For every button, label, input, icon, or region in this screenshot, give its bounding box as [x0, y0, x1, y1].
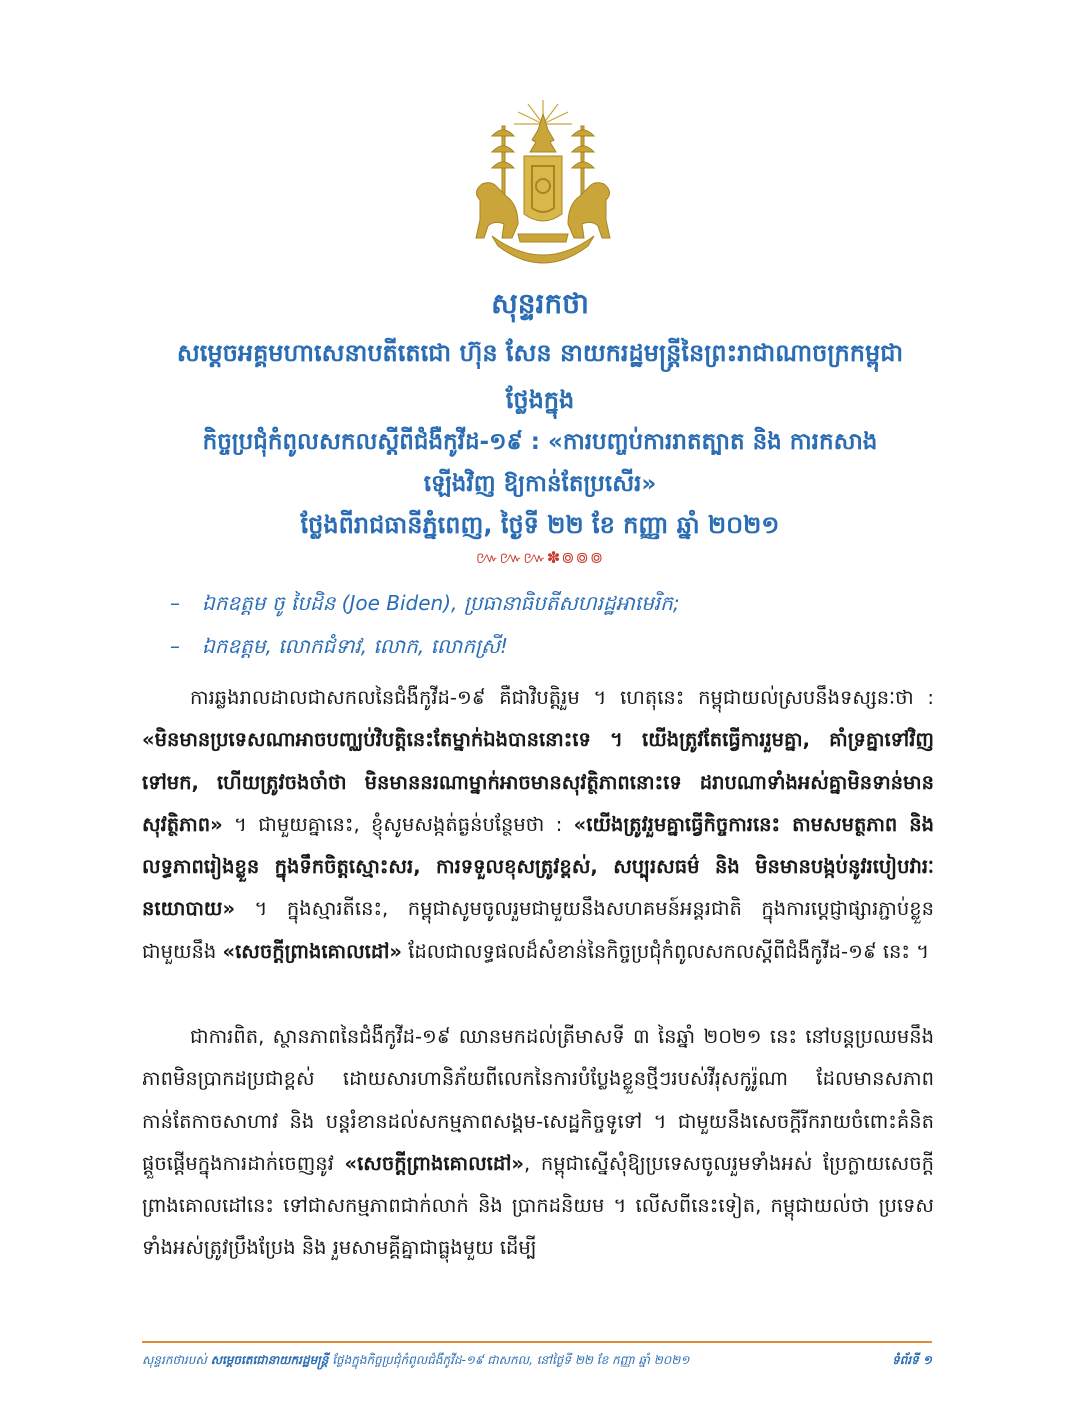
quote-text: «សេចក្ដីព្រាងគោលដៅ»: [344, 1151, 525, 1175]
event-title-line-2: ឡើងវិញ ឱ្យកាន់តែប្រសើរ»: [423, 471, 657, 497]
speaker-line: សម្ដេចអគ្គមហាសេនាបតីតេជោ ហ៊ុន សែន នាយករដ្ឋមន្ត្រីនៃព្រះរាជាណាចក្រកម្ពុជា: [176, 339, 904, 367]
salutation-text: ឯកឧត្តម ចូ បៃដិន (Joe Biden), ប្រធានាធិបតីសហរដ្ឋអាមេរិក;: [202, 591, 680, 615]
paragraph-text: , កម្ពុជាស្នើសុំឱ្យប្រទេសចូលរួមទាំងអស់ ប្រែក្លាយសេចក្ដីព្រាងគោលដៅនេះ ទៅជាសកម្មភាពជាក់លាក់ និង ប្រាកដនិយម ។ លើសពីនេះទៀត, កម្ពុជាយល់ថា ប្រទេសទាំងអស់ត្រូវប្រឹងប្រែង និង រួមសាមគ្គីគ្នាជាធ្លុងមួយ ដើម្បី: [142, 1151, 934, 1260]
body-paragraph-2: [142, 1016, 934, 1270]
salutation-text: ឯកឧត្តម, លោកជំទាវ, លោក, លោកស្រី!: [202, 634, 509, 658]
royal-arms-emblem-icon: [462, 96, 624, 274]
paragraph-text: ដែលជាលទ្ធផលដ៏សំខាន់នៃកិច្ចប្រជុំកំពូលសកលស្ដីពីជំងឺកូវីដ-១៩ នេះ ។: [402, 939, 930, 963]
date-line: ថ្លែងពីរាជធានីភ្នំពេញ, ថ្ងៃទី ២២ ខែ កញ្ញា ឆ្នាំ ២០២១: [300, 511, 780, 539]
footer-description: ថ្លែងក្នុងកិច្ចប្រជុំកំពូលជំងឺកូវីដ-១៩ ជាសកល, នៅថ្ងៃទី ២២ ខែ កញ្ញា ឆ្នាំ ២០២១: [328, 1353, 690, 1367]
event-title-line-1: កិច្ចប្រជុំកំពូលសកលស្ដីពីជំងឺកូវីដ-១៩ : «ការបញ្ចប់ការរាតត្បាត និង ការកសាង: [202, 429, 878, 455]
page-footer: [142, 1352, 932, 1374]
delivered-at-line: ថ្លែងក្នុង: [505, 386, 575, 414]
quote-text: «មិនមានប្រទេសណាអាចបញ្ឈប់វិបត្តិនេះតែម្នាក់ឯងបាននោះទេ ។ យើងត្រូវតែធ្វើការរួមគ្នា, គាំទ្រគ្នាទៅវិញទៅមក, ហើយត្រូវចងចាំថា មិនមាននរណាម្នាក់អាចមានសុវត្ថិភាពនោះទេ ដរាបណាទាំងអស់គ្នាមិនទាន់មានសុវត្ថិភាព»: [142, 728, 934, 836]
paragraph-text: ។ ជាមួយគ្នានេះ, ខ្ញុំសូមសង្កត់ធ្ងន់បន្ថែមថា :: [222, 812, 574, 836]
speech-title: សុន្ទរកថា: [491, 287, 589, 320]
body-paragraph-1: [142, 677, 934, 973]
paragraph-text: ជាការពិត, ស្ថានភាពនៃជំងឺកូវីដ-១៩ ឈានមកដល់ត្រីមាសទី ៣ នៃឆ្នាំ ២០២១ នេះ នៅបន្តប្រឈមនឹងភាពមិនប្រាកដប្រជាខ្ពស់ ដោយសារហានិភ័យពីលេកនៃការបំប្លែងខ្លួនថ្មីៗរបស់វីរុសកូរ៉ូណា ដែលមានសភាពកាន់តែកាចសាហាវ និង បន្តរំខានដល់សកម្មភាពសង្គម-សេដ្ឋកិច្ចទូទៅ ។ ជាមួយនឹងសេចក្ដីរីករាយចំពោះគំនិតផ្ដួចផ្ដើមក្នុងការដាក់ចេញនូវ: [142, 1025, 934, 1175]
paragraph-text: ។ ក្នុងស្មារតីនេះ, កម្ពុជាសូមចូលរួមជាមួយនឹងសហគមន៍អន្តរជាតិ ក្នុងការប្ដេជ្ញាផ្សារភ្ជាប់ខ្លួនជាមួយនឹង: [142, 897, 934, 963]
salutation-dash: –: [170, 591, 180, 615]
footer-prefix: សុន្ទរកថារបស់: [142, 1353, 211, 1367]
salutation-dash: –: [170, 634, 180, 658]
quote-text: «យើងត្រូវរួមគ្នាធ្វើកិច្ចការនេះ តាមសមត្ថភាព និង លទ្ធភាពរៀងខ្លួន ក្នុងទឹកចិត្តស្មោះសរ, ការទទួលខុសត្រូវខ្ពស់, សប្បុរសធម៌ និង មិនមានបង្កប់នូវរបៀបវារៈនយោបាយ»: [142, 812, 934, 921]
salutation-item: [170, 633, 508, 663]
quote-text: «សេចក្ដីព្រាងគោលដៅ»: [222, 939, 403, 963]
title-ornament: ៚៚៚✽៙៙៙: [475, 548, 605, 567]
salutation-item: [170, 590, 680, 620]
footer-speaker: សម្ដេចតេជោនាយករដ្ឋមន្ត្រី: [210, 1353, 329, 1367]
page-number: ទំព័រទី ១: [892, 1353, 932, 1367]
footer-divider: [142, 1341, 932, 1343]
paragraph-text: ការឆ្លងរាលដាលជាសកលនៃជំងឺកូវីដ-១៩ គឺជាវិបត្តិរួម ។ ហេតុនេះ កម្ពុជាយល់ស្របនឹងទស្សនៈថា :: [190, 686, 934, 709]
